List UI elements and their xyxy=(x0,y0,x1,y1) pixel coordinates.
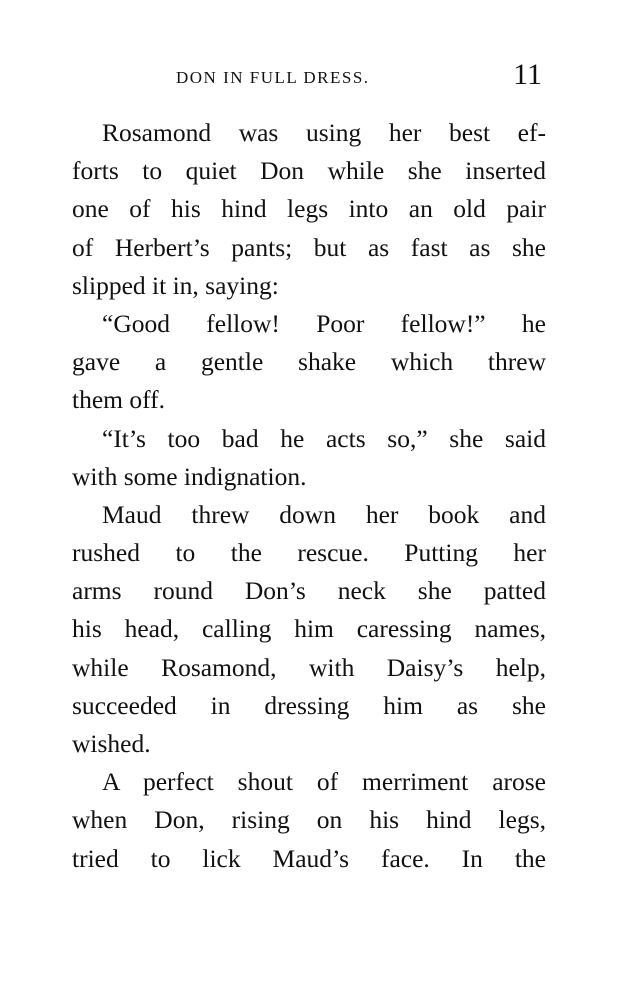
text-line: wished. xyxy=(72,729,151,758)
running-head xyxy=(72,58,552,98)
text-line: when Don, rising on his hind legs, xyxy=(72,805,546,835)
text-line: tried to lick Maud’s face. In the xyxy=(72,843,546,873)
text-line: succeeded in dressing him as she xyxy=(72,690,546,720)
text-line: arms round Don’s neck she patted xyxy=(72,576,546,606)
text-line: slipped it in, saying: xyxy=(72,270,279,300)
text-line: gave a gentle shake which threw xyxy=(72,347,546,377)
body-text xyxy=(72,114,546,878)
text-line: Rosamond was using her best ef- xyxy=(102,118,546,147)
page-number: 11 xyxy=(513,58,542,91)
text-line: forts to quiet Don while she inserted xyxy=(72,156,546,186)
text-line: Maud threw down her book and xyxy=(102,499,546,529)
text-line: A perfect shout of merriment arose xyxy=(102,767,546,797)
text-line: his head, calling him caressing names, xyxy=(72,614,546,644)
text-line: with some indignation. xyxy=(72,461,307,491)
text-line: them off. xyxy=(72,385,166,415)
text-line: “Good fellow! Poor fellow!” he xyxy=(102,308,546,338)
text-line: rushed to the rescue. Putting her xyxy=(72,538,546,568)
running-title: DON IN FULL DRESS. xyxy=(176,68,370,87)
text-line: of Herbert’s pants; but as fast as she xyxy=(72,232,546,262)
text-line: while Rosamond, with Daisy’s help, xyxy=(72,652,546,682)
text-line: “It’s too bad he acts so,” she said xyxy=(102,423,546,453)
text-line: one of his hind legs into an old pair xyxy=(72,194,546,224)
